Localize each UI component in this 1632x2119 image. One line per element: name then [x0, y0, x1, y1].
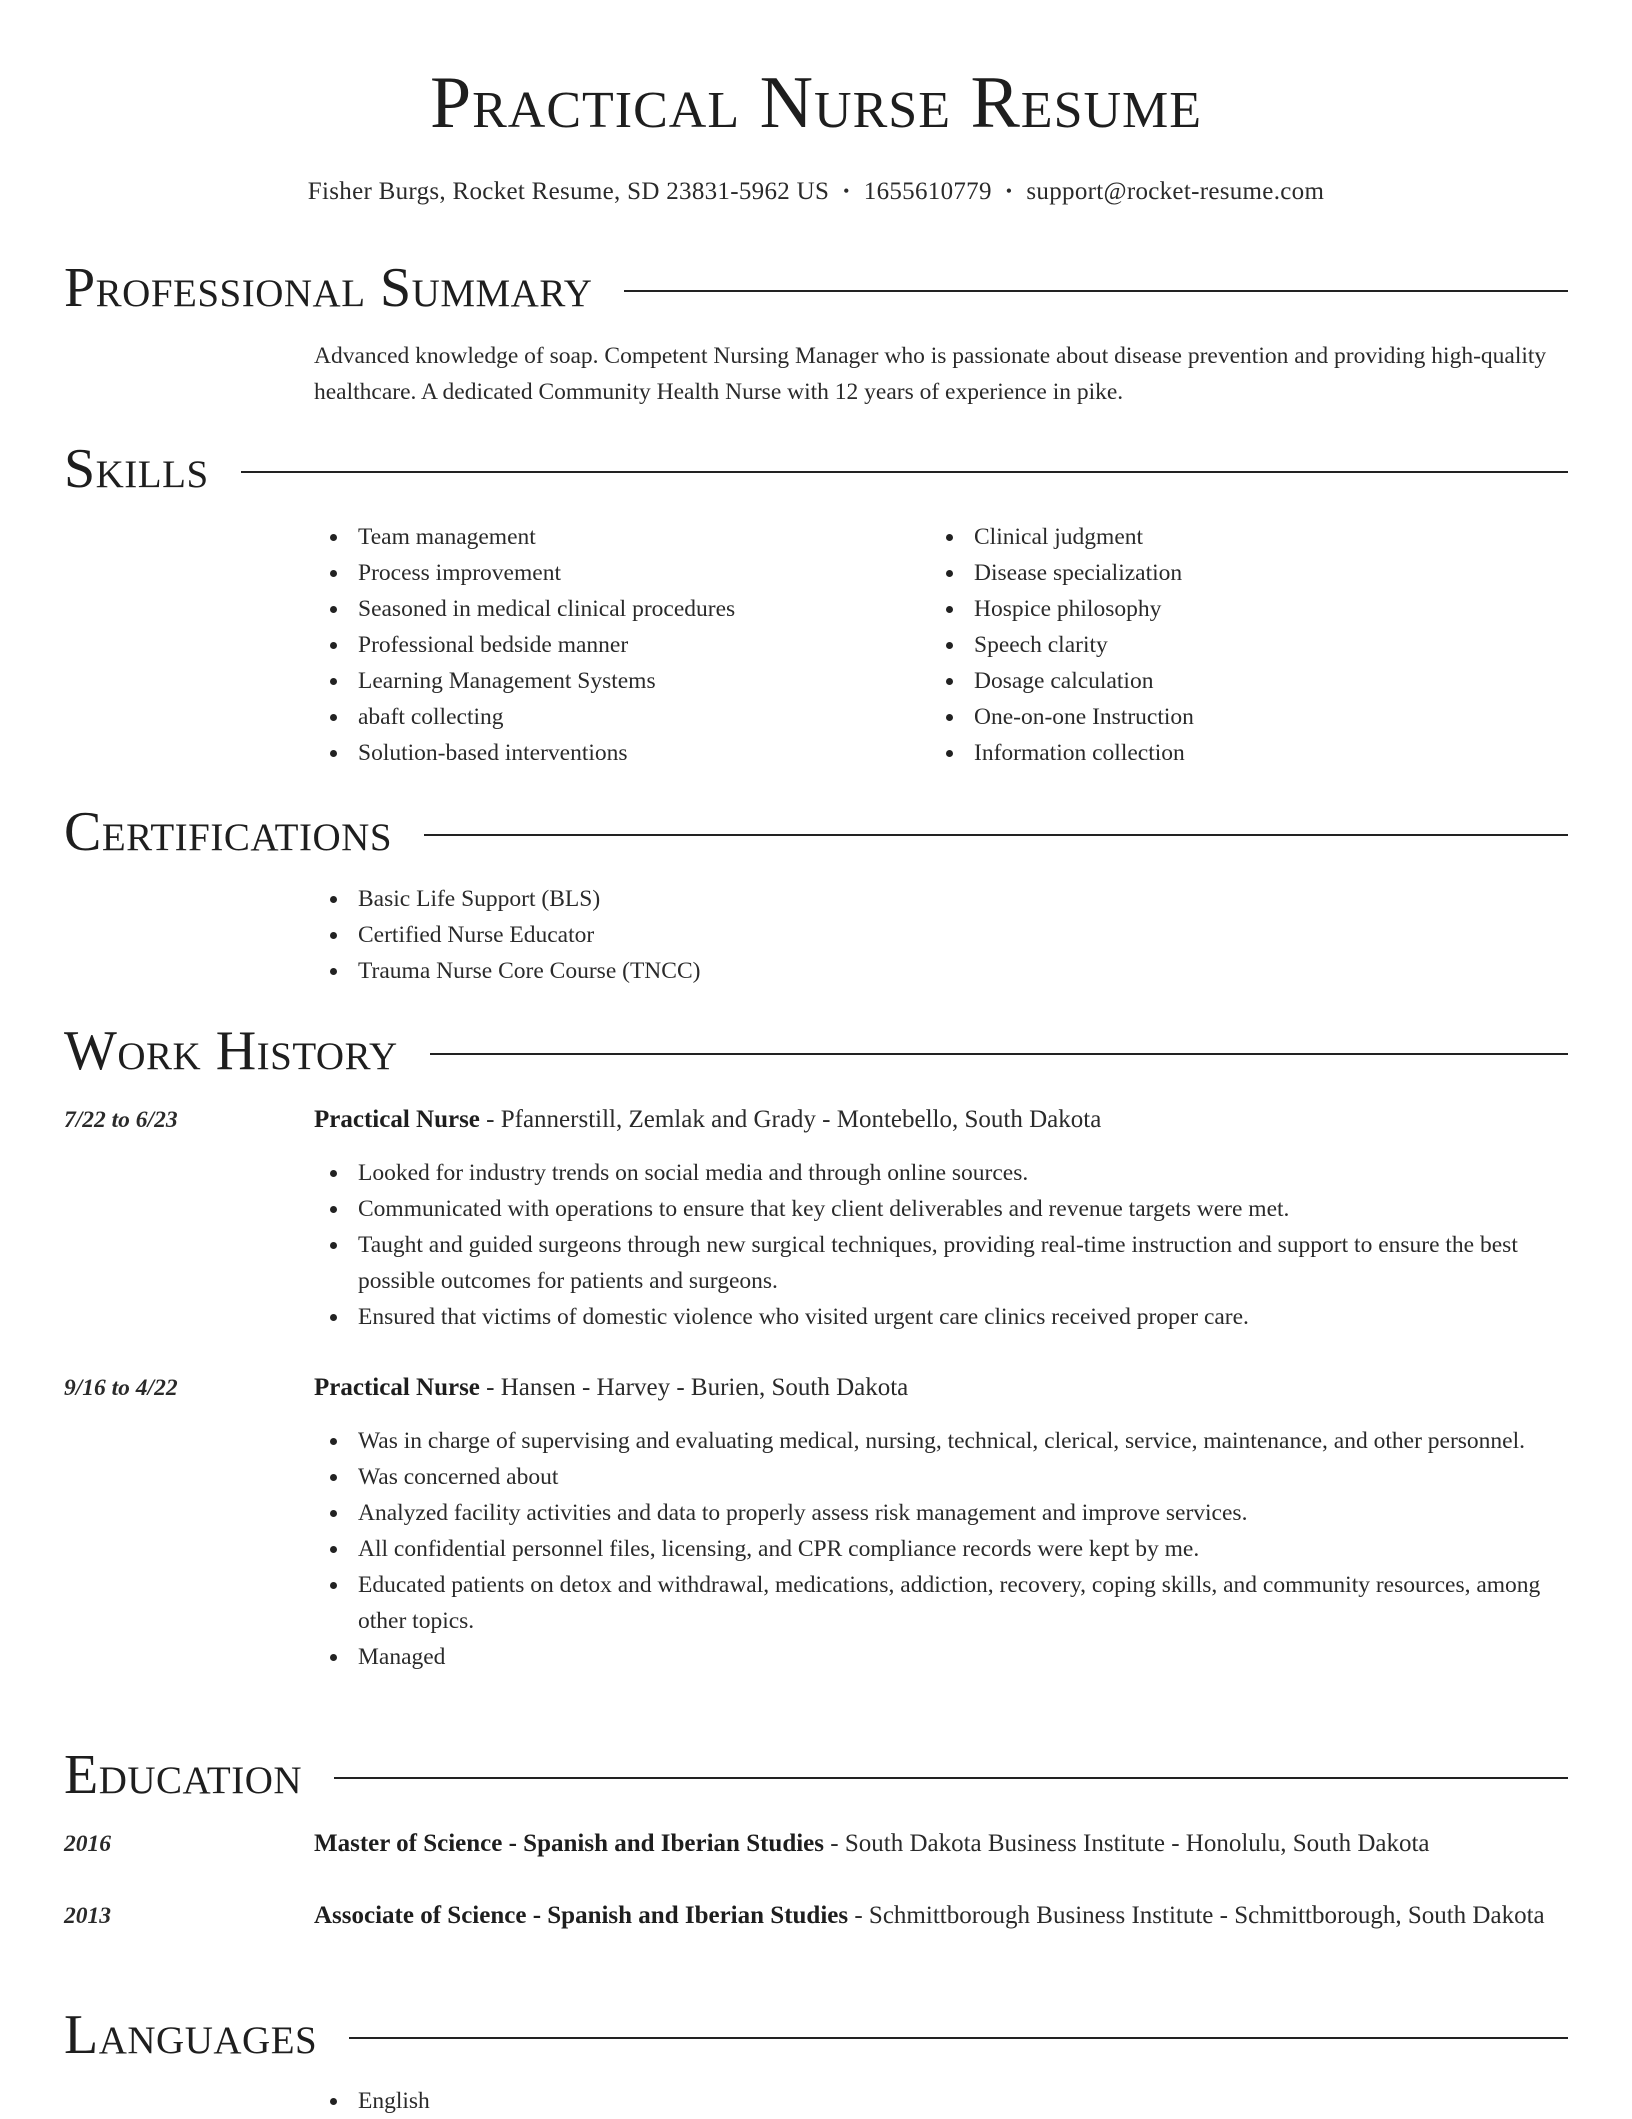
job-details: - Hansen - Harvey - Burien, South Dakota	[479, 1374, 909, 1401]
list-item: Hospice philosophy	[930, 591, 1550, 627]
skills-column-left	[314, 519, 914, 771]
list-item: Was concerned about	[314, 1459, 1568, 1495]
skills-list	[930, 519, 1550, 771]
skills-list	[314, 519, 914, 771]
section-divider	[241, 471, 1568, 473]
job-dates: 7/22 to 6/23	[64, 1107, 178, 1133]
education-year: 2013	[64, 1903, 111, 1929]
job-title: Practical Nurse	[314, 1106, 480, 1133]
contact-separator: •	[1005, 181, 1013, 201]
list-item: Looked for industry trends on social media and through online sources.	[314, 1155, 1568, 1191]
job-bullets-wrap	[314, 1155, 1568, 1335]
page-title: Practical Nurse Resume	[429, 62, 1203, 144]
section-heading-work	[64, 1016, 1568, 1086]
list-item: Communicated with operations to ensure that key client deliverables and revenue targets were met.	[314, 1191, 1568, 1227]
education-entry	[314, 1897, 1568, 1935]
contact-separator: •	[843, 181, 850, 201]
section-heading-education	[64, 1740, 1568, 1810]
list-item: Learning Management Systems	[314, 663, 914, 699]
section-divider	[349, 2037, 1568, 2039]
job-title: Practical Nurse	[314, 1374, 480, 1401]
section-heading-label: Languages	[64, 2004, 318, 2066]
education-degree: Associate of Science - Spanish and Iberian Studies	[314, 1902, 849, 1929]
section-heading-certifications	[64, 797, 1568, 867]
list-item: Was in charge of supervising and evaluating medical, nursing, technical, clerical, service, maintenance, and other personnel.	[314, 1423, 1568, 1459]
contact-phone: 1655610779	[863, 178, 992, 205]
job-dates: 9/16 to 4/22	[64, 1375, 178, 1401]
education-entry	[314, 1825, 1568, 1863]
section-heading-summary	[64, 253, 1568, 323]
list-item: abaft collecting	[314, 699, 914, 735]
list-item: Process improvement	[314, 555, 914, 591]
list-item: Speech clarity	[930, 627, 1550, 663]
list-item: Disease specialization	[930, 555, 1550, 591]
list-item: Professional bedside manner	[314, 627, 914, 663]
list-item: Trauma Nurse Core Course (TNCC)	[314, 953, 1568, 989]
section-heading-skills	[64, 434, 1568, 504]
list-item: One-on-one Instruction	[930, 699, 1550, 735]
section-heading-label: Work History	[64, 1020, 398, 1082]
section-divider	[424, 834, 1568, 836]
job-heading	[314, 1101, 1568, 1139]
list-item: Taught and guided surgeons through new surgical techniques, providing real-time instruction and support to ensure the best possible outcomes for patients and surgeons.	[314, 1227, 1568, 1299]
section-divider	[430, 1053, 1568, 1055]
contact-address: Fisher Burgs, Rocket Resume, SD 23831-5962 US	[307, 178, 830, 205]
education-details: - South Dakota Business Institute - Honolulu, South Dakota	[824, 1830, 1430, 1857]
contact-line	[0, 174, 1632, 209]
section-divider	[624, 290, 1568, 292]
certifications-list-wrap	[314, 881, 1568, 989]
certifications-list	[314, 881, 1568, 989]
job-bullets	[314, 1155, 1568, 1335]
list-item: Certified Nurse Educator	[314, 917, 1568, 953]
list-item: Seasoned in medical clinical procedures	[314, 591, 914, 627]
list-item: Information collection	[930, 735, 1550, 771]
contact-email: support@rocket-resume.com	[1026, 178, 1325, 205]
education-year: 2016	[64, 1831, 111, 1857]
section-heading-label: Education	[64, 1744, 303, 1806]
section-heading-label: Professional Summary	[64, 257, 593, 319]
education-details: - Schmittborough Business Institute - Schmittborough, South Dakota	[848, 1902, 1545, 1929]
list-item: Ensured that victims of domestic violence who visited urgent care clinics received proper care.	[314, 1299, 1568, 1335]
section-heading-label: Certifications	[64, 801, 393, 863]
summary-text: Advanced knowledge of soap. Competent Nursing Manager who is passionate about disease prevention and providing high-quality healthcare. A dedicated Community Health Nurse with 12 years of experience in pike.	[314, 343, 1547, 405]
list-item: English	[314, 2083, 1568, 2119]
list-item: Team management	[314, 519, 914, 555]
section-heading-label: Skills	[64, 438, 209, 500]
list-item: Managed	[314, 1639, 1568, 1675]
list-item: Solution-based interventions	[314, 735, 914, 771]
section-divider	[334, 1777, 1568, 1779]
section-heading-languages	[64, 2000, 1568, 2070]
list-item: Dosage calculation	[930, 663, 1550, 699]
list-item: All confidential personnel files, licensing, and CPR compliance records were kept by me.	[314, 1531, 1568, 1567]
job-details: - Pfannerstill, Zemlak and Grady - Montebello, South Dakota	[479, 1106, 1102, 1133]
list-item: Educated patients on detox and withdrawal, medications, addiction, recovery, coping skills, and community resources, among other topics.	[314, 1567, 1568, 1639]
list-item: Basic Life Support (BLS)	[314, 881, 1568, 917]
list-item: Clinical judgment	[930, 519, 1550, 555]
skills-column-right	[930, 519, 1550, 771]
languages-list	[314, 2083, 1568, 2119]
languages-list-wrap	[314, 2083, 1568, 2119]
education-degree: Master of Science - Spanish and Iberian Studies	[314, 1830, 825, 1857]
job-bullets	[314, 1423, 1568, 1675]
list-item: Analyzed facility activities and data to properly assess risk management and improve services.	[314, 1495, 1568, 1531]
job-heading	[314, 1369, 1568, 1407]
job-bullets-wrap	[314, 1423, 1568, 1675]
